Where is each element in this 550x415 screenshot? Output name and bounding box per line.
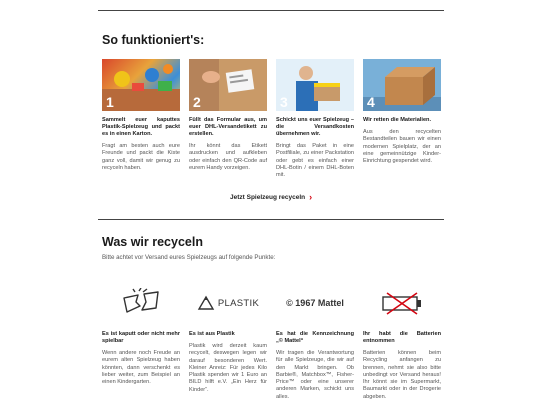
step-3 [276,59,354,179]
plastik-label: PLASTIK [217,297,260,309]
step-number: 2 [193,94,201,110]
recycle-now-label: Jetzt Spielzeug recyceln [230,194,306,201]
step-number: 1 [106,94,114,110]
mattel-mark-icon [276,286,354,320]
step-title: Füllt das Formular aus, um euer DHL-Versandetikett zu erstellen. [189,117,267,137]
step-title: Sammelt euer kaputtes Plastik-Spielzeug und packt es in einen Karton. [102,117,180,137]
criterion-broken [102,286,180,386]
step-text: Ihr könnt das Etikett ausdrucken und aufkleben oder einfach den QR-Code auf eurem Handy vorzeigen. [189,143,267,171]
criterion-title: Es hat die Kennzeichnung „© Mattel“ [276,331,354,344]
step-2-photo [189,59,267,111]
step-1 [102,59,180,172]
step-title: Wir retten die Materialien. [363,117,432,123]
step-text: Bringt das Paket in eine Postfiliale, zu einer Packstation oder gebt es einfach einer DHL-Botin / einem DHL-Boten mit. [276,143,354,179]
recycle-triangle-icon [197,295,215,311]
criterion-text: Plastik wird derzeit kaum recycelt, deswegen legen wir darauf besonderen Wert. Kleiner Anreiz: Für jedes Kilo Plastik spenden wir 1 Euro an BILD hilft e.V. „Ein Herz für Kinder“. [189,343,267,393]
step-1-photo [102,59,180,111]
criterion-plastic [189,286,267,394]
chevron-right-icon: › [309,192,313,202]
step-text: Aus den recycelten Bestandteilen bauen wir einen modernen Spielplatz, der an eine gemeinnützige Kinder-Einrichtung gespendet wird. [363,129,441,165]
criterion-text: Wir tragen die Verantwortung für alle Spielzeuge, die wir auf den Markt bringen. Ob Barbie®, Matchbox™, Fisher-Price™ oder eine unserer anderen Marken, schickt uns alles. [276,350,354,400]
step-title: Schickt uns euer Spielzeug – die Versandkosten übernehmen wir. [276,117,354,137]
no-battery-icon [377,289,427,317]
what-we-recycle-title: Was wir recyceln [102,235,203,249]
broken-toy-icon [120,288,162,318]
step-3-photo [276,59,354,111]
criterion-text: Batterien können beim Recycling anfangen zu brennen, nehmt sie also bitte unbedingt vor Versand heraus! Ihr könnt sie im Supermarkt, Baumarkt oder in der Drogerie abgeben. [363,350,441,400]
step-4 [363,59,441,165]
criterion-mattel [276,286,354,401]
section-divider [98,219,444,220]
step-number: 3 [280,94,288,110]
criterion-batteries [363,286,441,401]
how-it-works-title: So funktioniert's: [102,33,205,47]
top-divider [98,10,444,11]
recycle-now-link[interactable] [230,191,312,201]
step-4-photo [363,59,441,111]
recycle-intro: Bitte achtet vor Versand eures Spielzeugs auf folgende Punkte: [102,254,276,261]
recycle-plastik-icon [189,286,267,320]
mattel-mark-label: © 1967 Mattel [286,298,344,308]
step-number: 4 [367,94,375,110]
step-2 [189,59,267,172]
criterion-title: Es ist aus Plastik [189,331,235,337]
criterion-text: Wenn andere noch Freude an eurem alten Spielzeug haben könnten, dann verschenkt es lieber weiter, zum Beispiel an einen Kindergarten. [102,350,180,386]
step-text: Fragt am besten auch eure Freunde und packt die Kiste ganz voll, damit wir genug zu recyceln haben. [102,143,180,171]
criterion-title: Ihr habt die Batterien entnommen [363,331,441,344]
criterion-title: Es ist kaputt oder nicht mehr spielbar [102,331,180,344]
